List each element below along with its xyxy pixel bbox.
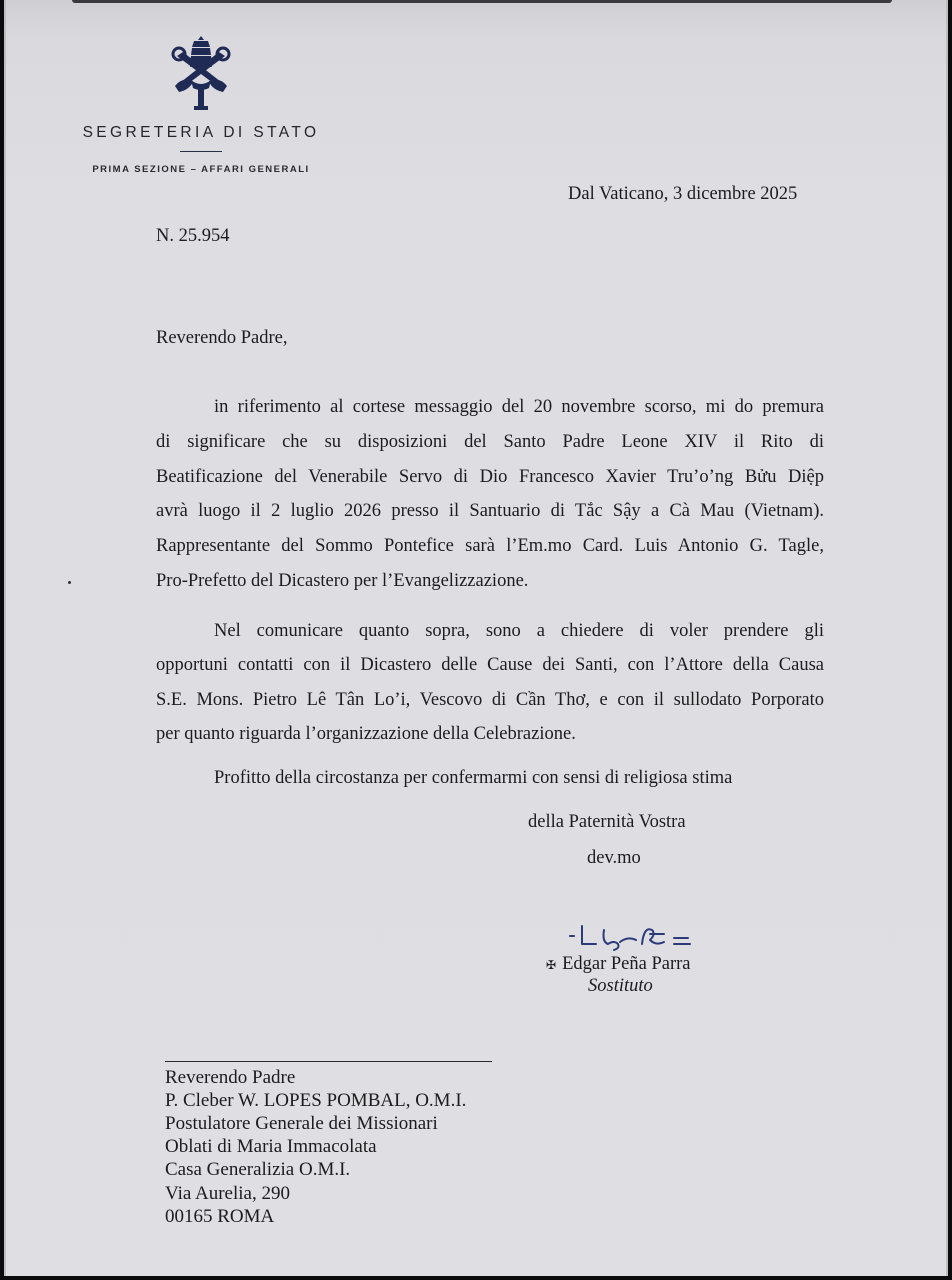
paragraph-line: opportuni contatti con il Dicastero delle Cause dei Santi, con l’Attore della Causa — [156, 655, 824, 675]
paragraph-line: per quanto riguarda l’organizzazione della Celebrazione. — [156, 724, 576, 744]
address-line: Casa Generalizia O.M.I. — [165, 1159, 351, 1180]
papal-crest-icon — [169, 34, 233, 114]
paragraph-line: di significare che su disposizioni del Santo Padre Leone XIV il Rito di — [156, 432, 824, 452]
paragraph-line: in riferimento al cortese messaggio del 20 novembre scorso, mi do premura — [214, 397, 824, 417]
paragraph-line: Nel comunicare quanto sopra, sono a chiedere di voler prendere gli — [214, 621, 824, 641]
valediction-line-1: della Paternità Vostra — [528, 812, 686, 832]
signer-name-line — [546, 954, 690, 975]
paragraph-line: Beatificazione del Venerabile Servo di Dio Francesco Xavier Tru’o’ng Bửu Diệp — [156, 467, 824, 487]
paper-speck — [68, 581, 71, 584]
place-date: Dal Vaticano, 3 dicembre 2025 — [568, 184, 798, 204]
address-line: 00165 ROMA — [165, 1206, 275, 1227]
handwritten-signature — [566, 922, 726, 952]
paragraph-line: S.E. Mons. Pietro Lê Tân Lo’i, Vescovo di Cần Thơ, e con il sullodato Porporato — [156, 690, 824, 710]
letterhead — [70, 34, 332, 175]
signer-title: Sostituto — [588, 976, 653, 996]
address-line: Postulatore Generale dei Missionari — [165, 1113, 438, 1134]
protocol-number: N. 25.954 — [156, 226, 230, 246]
salutation: Reverendo Padre, — [156, 328, 288, 348]
signer-name: Edgar Peña Parra — [562, 954, 691, 974]
page-top-edge — [72, 0, 892, 3]
organization-section: PRIMA SEZIONE – AFFARI GENERALI — [92, 164, 310, 175]
address-line: P. Cleber W. LOPES POMBAL, O.M.I. — [165, 1090, 467, 1111]
paragraph-line: avrà luogo il 2 luglio 2026 presso il Santuario di Tắc Sậy a Cà Mau (Vietnam). — [156, 501, 824, 521]
episcopal-cross-icon: ✠ — [546, 958, 557, 972]
address-line: Reverendo Padre — [165, 1067, 296, 1088]
paragraph-line: Pro-Prefetto del Dicastero per l’Evangelizzazione. — [156, 571, 529, 591]
address-line: Via Aurelia, 290 — [165, 1183, 290, 1204]
screen-bottom-edge — [0, 1276, 952, 1280]
address-line: Oblati di Maria Immacolata — [165, 1136, 377, 1157]
letterhead-divider — [180, 151, 222, 152]
address-divider — [165, 1061, 492, 1062]
organization-name: SEGRETERIA DI STATO — [82, 124, 320, 141]
letter-page — [4, 0, 948, 1276]
paragraph-line: Rappresentante del Sommo Pontefice sarà l’Em.mo Card. Luis Antonio G. Tagle, — [156, 536, 824, 556]
closing-formula: Profitto della circostanza per confermarmi con sensi di religiosa stima — [214, 768, 733, 788]
valediction-line-2: dev.mo — [587, 848, 641, 868]
